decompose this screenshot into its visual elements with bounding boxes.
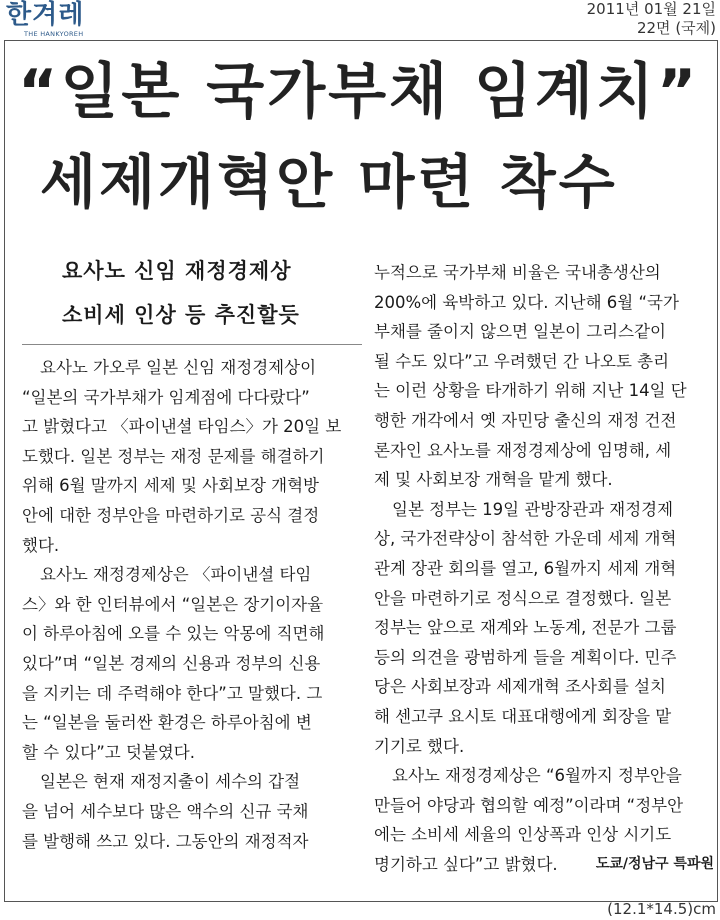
- text-line: 상, 국가전략상이 참석한 가운데 세제 개혁: [374, 529, 677, 549]
- text-line: 200%에 육박하고 있다. 지난해 6월 “국가: [374, 292, 679, 312]
- subhead-divider: [22, 344, 362, 345]
- text-line: 당은 사회보장과 세제개혁 조사회를 설치: [374, 677, 666, 697]
- headline-line-2: 세제개혁안 마련 착수: [40, 148, 618, 216]
- byline: 도쿄/정남구 특파원: [595, 855, 714, 872]
- publication-info: [587, 0, 716, 38]
- text-line: 을 넘어 세수보다 많은 액수의 신규 국채: [22, 801, 309, 821]
- text-line: 안을 마련하기로 정식으로 결정했다. 일본: [374, 588, 672, 608]
- text-line: 관계 장관 회의를 열고, 6월까지 세제 개혁: [374, 558, 677, 578]
- text-line: 기기로 했다.: [374, 736, 465, 756]
- text-line: 제 및 사회보장 개혁을 맡게 했다.: [374, 470, 613, 490]
- text-line: 는 “일본을 둘러싼 환경은 하루아침에 변: [22, 713, 312, 733]
- text-line: 안에 대한 정부안을 마련하기로 공식 결정: [22, 505, 320, 525]
- headline-line-1: “일본 국가부채 임계치”: [18, 57, 700, 127]
- text-line: “일본의 국가부채가 임계점에 다다랐다”: [22, 387, 310, 407]
- text-line: 있다”며 “일본 경제의 신용과 정부의 신용: [22, 653, 321, 673]
- text-line: 도했다. 일본 정부는 재정 문제를 해결하기: [22, 446, 325, 466]
- text-line: 를 발행해 쓰고 있다. 그동안의 재정적자: [22, 831, 309, 851]
- subheadline-line-2: 소비세 인상 등 추진할듯: [62, 303, 300, 327]
- text-line: 했다.: [22, 535, 60, 555]
- text-line: 행한 개각에서 옛 자민당 출신의 재정 건전: [374, 410, 677, 430]
- body-text-left: [22, 353, 362, 856]
- body-text-right: [374, 258, 714, 879]
- text-line: 이 하루아침에 오를 수 있는 악몽에 직면해: [22, 624, 325, 644]
- text-line: 는 이런 상황을 타개하기 위해 지난 14일 단: [374, 381, 687, 401]
- text-line: 해 센고쿠 요시토 대표대행에게 회장을 맡: [374, 706, 672, 726]
- text-line: 일본은 현재 재정지출이 세수의 갑절: [40, 772, 301, 792]
- logo-text: 한겨레: [6, 0, 85, 30]
- article-column-left: [22, 256, 362, 856]
- text-line: 론자인 요사노를 재정경제상에 임명해, 세: [374, 440, 672, 460]
- article-column-right: [374, 258, 714, 879]
- text-line: 요사노 가오루 일본 신임 재정경제상이: [40, 358, 317, 377]
- text-line: 요사노 재정경제상은 “6월까지 정부안을: [392, 766, 682, 786]
- text-line: 을 지키는 데 주력해야 한다”고 말했다. 그: [22, 683, 323, 703]
- text-line: 요사노 재정경제상은 〈파이낸셜 타임: [40, 565, 312, 585]
- text-line: 누적으로 국가부채 비율은 국내총생산의: [374, 263, 661, 282]
- logo-subtext: THE HANKYOREH: [24, 30, 84, 38]
- text-line: 만들어 야당과 협의할 예정”이라며 “정부안: [374, 795, 684, 815]
- clipping-size-note: (12.1*14.5)cm: [607, 900, 716, 918]
- text-line: 정부는 앞으로 재계와 노동계, 전문가 그룹: [374, 618, 677, 638]
- text-line: 스〉와 한 인터뷰에서 “일본은 장기이자율: [22, 594, 324, 614]
- subheadline-line-1: 요사노 신임 재정경제상: [62, 259, 292, 283]
- text-line: 등의 의견을 광범하게 들을 계획이다. 민주: [374, 647, 677, 667]
- text-line: 고 밝혔다고 〈파이낸셜 타임스〉가 20일 보: [22, 417, 342, 437]
- text-line: 부채를 줄이지 않으면 일본이 그리스같이: [374, 322, 666, 342]
- text-line: 할 수 있다”고 덧붙였다.: [22, 742, 195, 762]
- text-line: 위해 6월 말까지 세제 및 사회보장 개혁방: [22, 476, 319, 496]
- page-section: 22면 (국제): [636, 19, 716, 37]
- text-line: 명기하고 싶다”고 밝혔다. 도쿄/정남구 특파원: [374, 850, 714, 880]
- text-line: 일본 정부는 19일 관방장관과 재정경제: [392, 499, 674, 519]
- newspaper-logo: [6, 0, 98, 40]
- text-line: 에는 소비세 세율의 인상폭과 인상 시기도: [374, 825, 672, 845]
- publication-date: 2011년 01월 21일: [586, 0, 716, 18]
- text-line: 될 수도 있다”고 우려했던 간 나오토 총리: [374, 351, 670, 371]
